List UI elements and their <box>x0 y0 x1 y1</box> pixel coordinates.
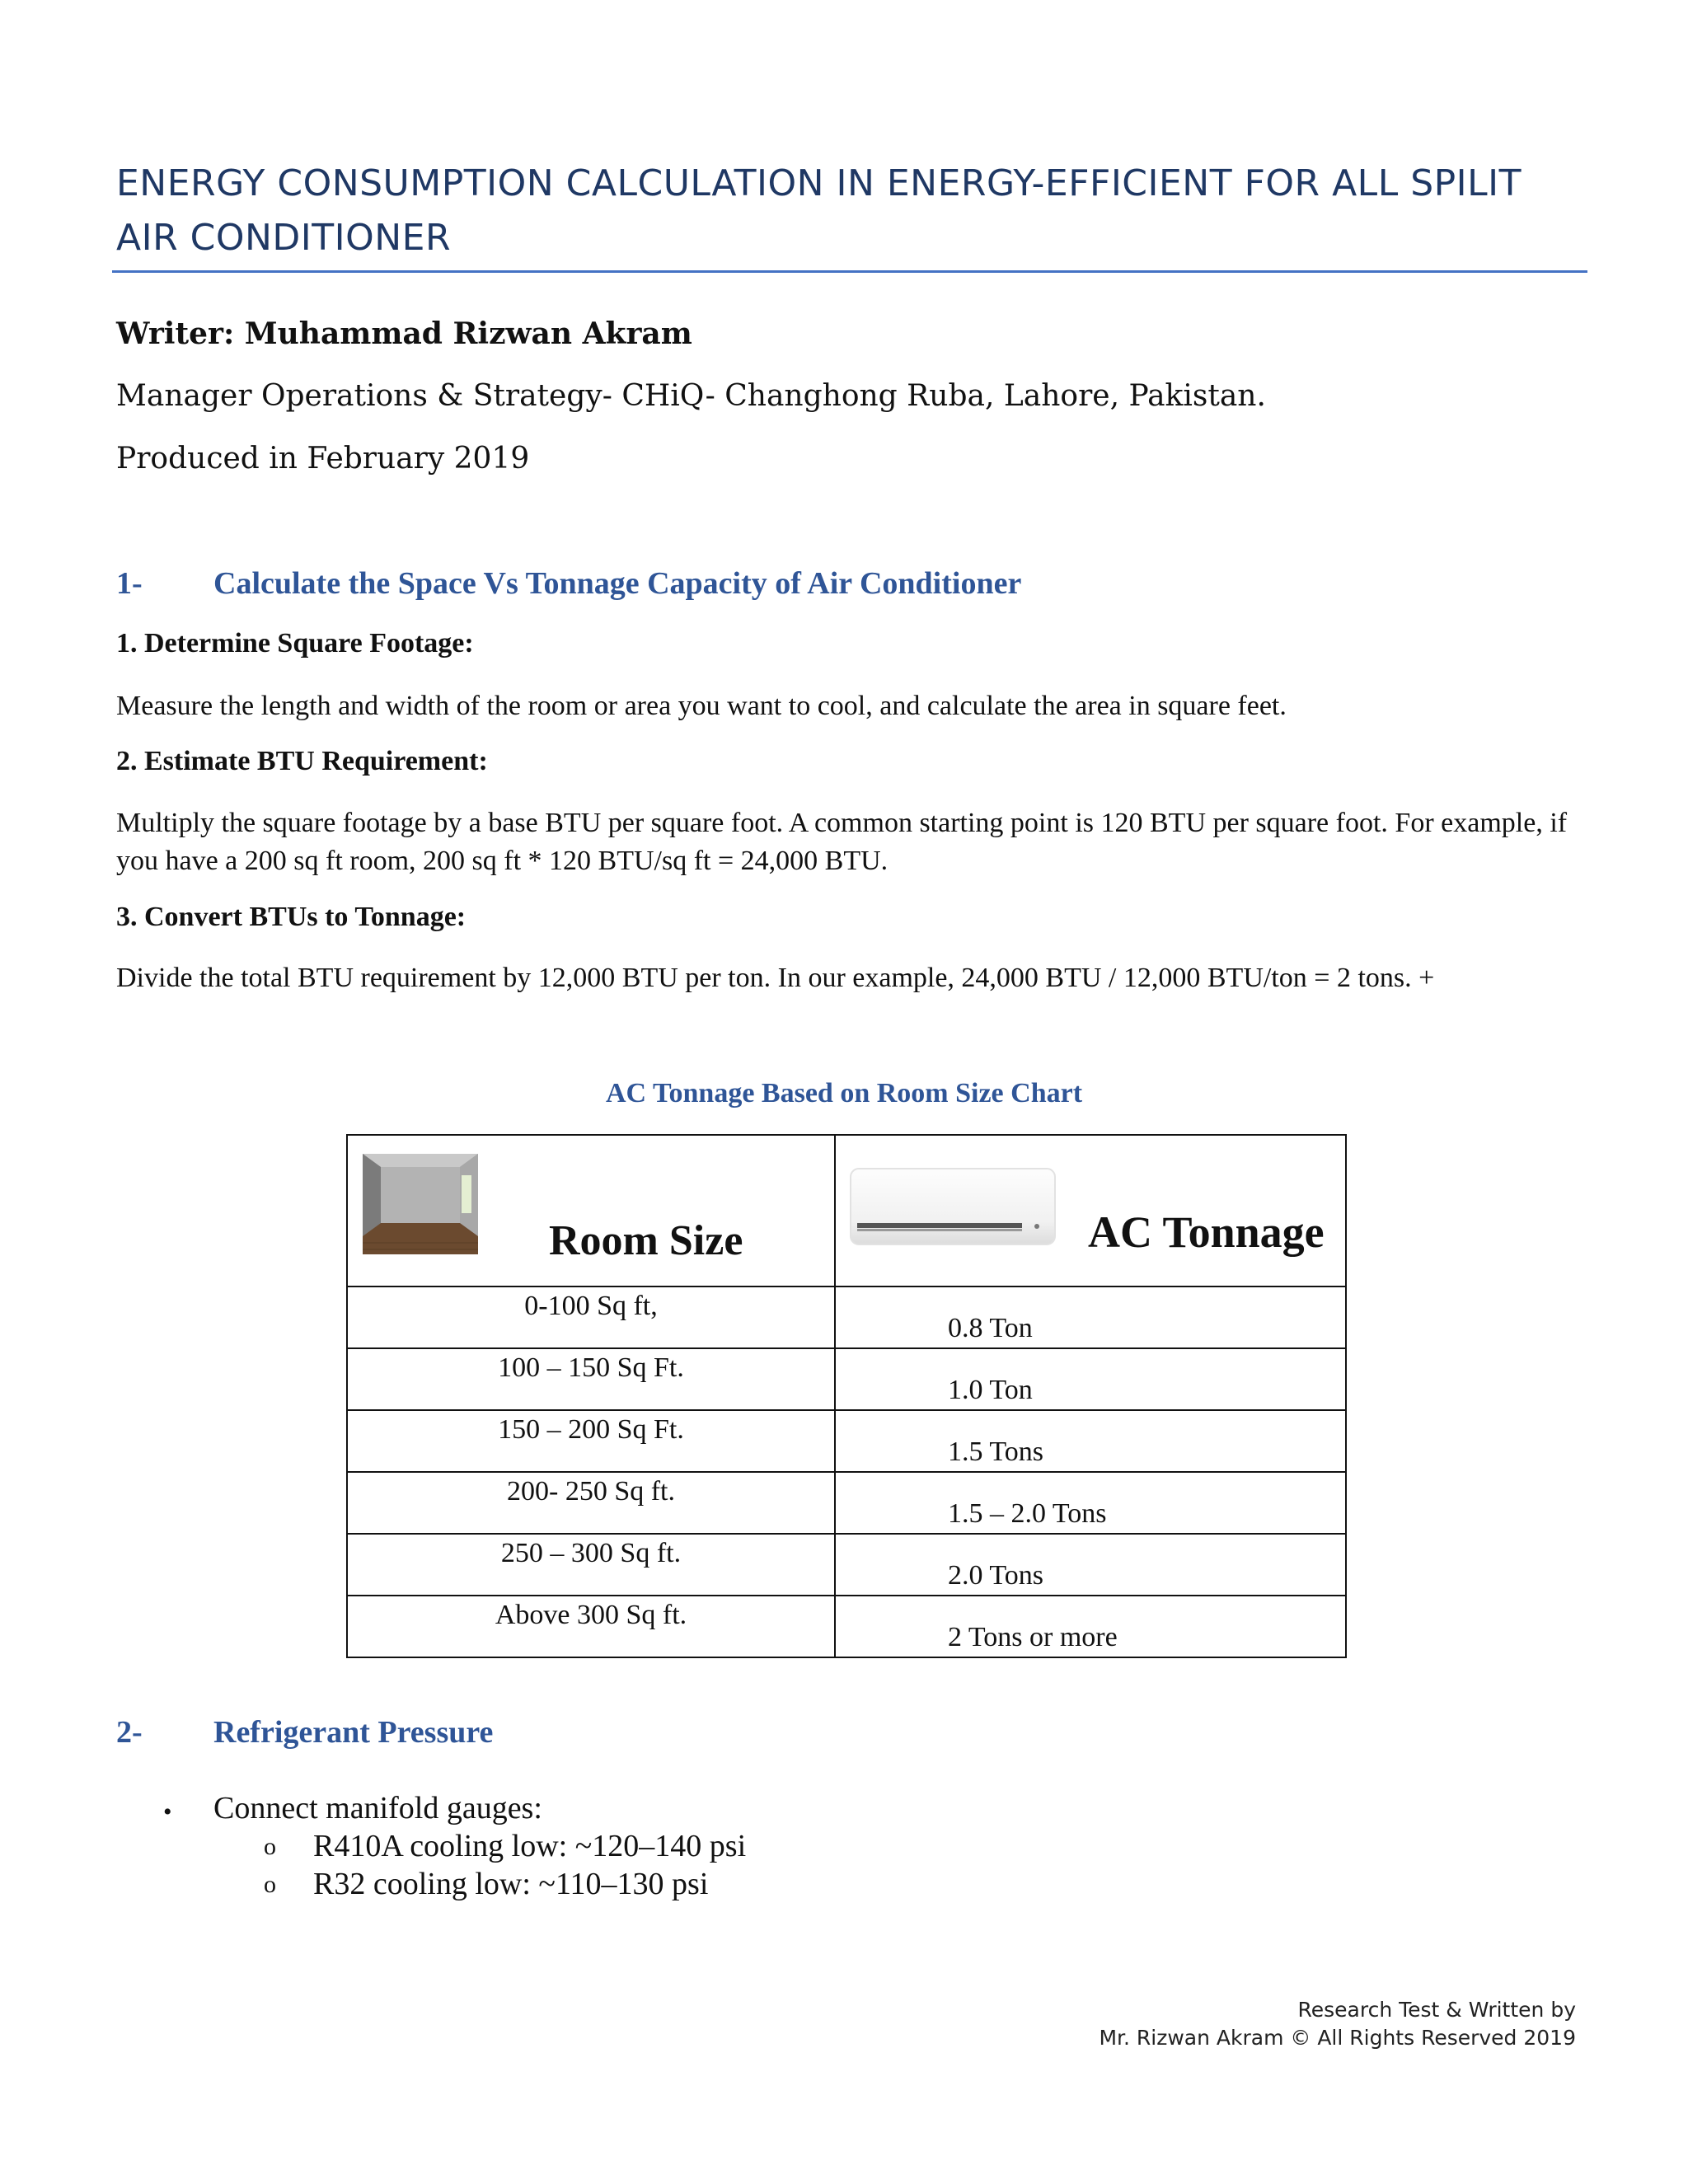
table-row <box>347 1472 1346 1534</box>
room-size-cell: 150 – 200 Sq Ft. <box>347 1410 835 1472</box>
room-size-cell: 250 – 300 Sq ft. <box>347 1534 835 1596</box>
table-row <box>347 1286 1346 1348</box>
document-title: ENERGY CONSUMPTION CALCULATION IN ENERGY-EFFICIENT FOR ALL SPILIT AIR CONDITIONER <box>116 162 1522 259</box>
step-1-heading: 1. Determine Square Footage: <box>116 628 474 658</box>
list-item: Connect manifold gauges: <box>213 1791 542 1825</box>
tonnage-cell: 1.5 – 2.0 Tons <box>835 1472 1346 1534</box>
section-2-number: 2- <box>116 1715 143 1750</box>
split-ac-unit-image <box>849 1165 1057 1248</box>
empty-room-image <box>363 1154 478 1254</box>
room-size-cell: 200- 250 Sq ft. <box>347 1472 835 1534</box>
list-item: R410A cooling low: ~120–140 psi <box>313 1829 747 1863</box>
produced-date: Produced in February 2019 <box>116 442 530 476</box>
author-role: Manager Operations & Strategy- CHiQ- Changhong Ruba, Lahore, Pakistan. <box>116 379 1266 413</box>
tonnage-cell: 2.0 Tons <box>835 1534 1346 1596</box>
list-item: R32 cooling low: ~110–130 psi <box>313 1867 709 1901</box>
room-size-cell: Above 300 Sq ft. <box>347 1596 835 1657</box>
bullet-circle-icon: o <box>264 1833 276 1860</box>
footer-credit-line-1: Research Test & Written by <box>1297 1998 1576 2022</box>
step-3-heading: 3. Convert BTUs to Tonnage: <box>116 902 467 932</box>
bullet-dot-icon: • <box>163 1798 172 1825</box>
room-size-header: Room Size <box>549 1217 743 1264</box>
table-header-row <box>347 1135 1346 1286</box>
room-size-cell: 100 – 150 Sq Ft. <box>347 1348 835 1410</box>
tonnage-table <box>346 1134 1347 1658</box>
step-3-text: Divide the total BTU requirement by 12,000 BTU per ton. In our example, 24,000 BTU / 12,000 BTU/ton = 2 tons. + <box>116 963 1435 993</box>
footer-credit-line-2: Mr. Rizwan Akram © All Rights Reserved 2019 <box>1099 2026 1576 2050</box>
tonnage-cell: 1.0 Ton <box>835 1348 1346 1410</box>
table-row <box>347 1348 1346 1410</box>
chart-caption: AC Tonnage Based on Room Size Chart <box>605 1078 1083 1108</box>
tonnage-cell: 1.5 Tons <box>835 1410 1346 1472</box>
tonnage-cell: 2 Tons or more <box>835 1596 1346 1657</box>
step-2-text: Multiply the square footage by a base BTU per square foot. A common starting point is 120 BTU per square foot. For example, if you have a 200 sq ft room, 200 sq ft * 120 BTU/sq ft = 24,000 BTU. <box>116 808 1568 876</box>
ac-tonnage-header-cell <box>835 1135 1346 1286</box>
table-row <box>347 1596 1346 1657</box>
room-size-cell: 0-100 Sq ft, <box>347 1286 835 1348</box>
step-2-heading: 2. Estimate BTU Requirement: <box>116 746 488 776</box>
room-size-header-cell <box>347 1135 835 1286</box>
title-underline-rule <box>112 270 1587 273</box>
step-1-text: Measure the length and width of the room or area you want to cool, and calculate the area in square feet. <box>116 691 1287 721</box>
table-row <box>347 1410 1346 1472</box>
tonnage-cell: 0.8 Ton <box>835 1286 1346 1348</box>
section-1-number: 1- <box>116 566 143 601</box>
ac-tonnage-header: AC Tonnage <box>1088 1207 1325 1257</box>
section-1-title: Calculate the Space Vs Tonnage Capacity of Air Conditioner <box>213 566 1022 601</box>
writer-line: Writer: Muhammad Rizwan Akram <box>116 316 692 351</box>
section-2-title: Refrigerant Pressure <box>213 1715 494 1750</box>
bullet-circle-icon: o <box>264 1871 276 1898</box>
table-row <box>347 1534 1346 1596</box>
